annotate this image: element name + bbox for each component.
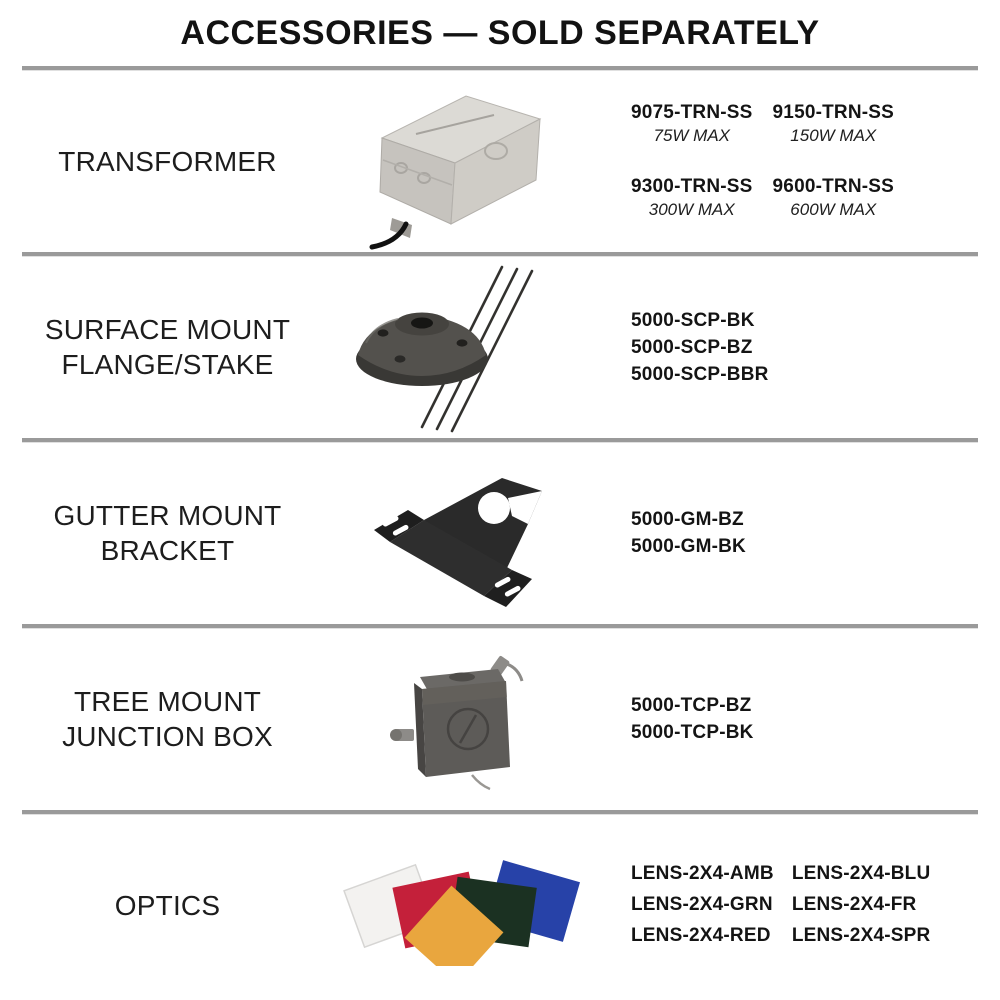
part-sku: LENS-2X4-RED — [631, 925, 771, 946]
junction-box-photo — [376, 639, 544, 799]
part-entry — [773, 176, 895, 220]
part-entry — [631, 925, 774, 947]
part-sku: LENS-2X4-GRN — [631, 894, 773, 915]
accessory-label-line: JUNCTION BOX — [62, 721, 273, 752]
accessory-row-surface-mount-flange-stake — [0, 256, 1000, 438]
accessory-row-gutter-mount-bracket — [0, 442, 1000, 624]
part-entry — [792, 863, 931, 885]
part-sku: 5000-SCP-BZ — [631, 336, 753, 358]
part-entry — [631, 506, 1000, 533]
accessory-label-line: BRACKET — [100, 535, 235, 566]
part-entry — [792, 894, 931, 916]
part-entry — [631, 361, 1000, 388]
gutter-bracket-photo — [335, 458, 585, 608]
gutter-bracket-photo — [360, 458, 560, 608]
accessory-label-line: FLANGE/STAKE — [61, 349, 274, 380]
page-title: ACCESSORIES — SOLD SEPARATELY — [180, 13, 820, 52]
accessory-rows — [0, 70, 1000, 996]
lens-pack-photo — [335, 844, 585, 966]
accessory-label — [0, 312, 335, 382]
part-entry — [792, 925, 931, 947]
flange-stake-photo — [335, 259, 585, 435]
lens-pack-photo — [335, 844, 585, 966]
junction-box-photo — [335, 639, 585, 799]
accessory-label-line: SURFACE MOUNT — [44, 314, 291, 345]
part-sku: LENS-2X4-SPR — [791, 925, 931, 946]
part-sku: 9600-TRN-SS — [772, 176, 895, 197]
part-sku: 5000-TCP-BZ — [631, 695, 752, 716]
part-entry — [631, 692, 1000, 719]
part-wattage-note: 150W MAX — [790, 126, 877, 145]
part-sku: LENS-2X4-AMB — [631, 863, 774, 884]
part-entry — [631, 533, 1000, 560]
part-sku: 5000-SCP-BK — [631, 309, 755, 331]
part-wattage-note: 600W MAX — [790, 200, 877, 219]
accessory-label — [0, 888, 335, 923]
part-entry — [631, 102, 753, 146]
part-entry — [631, 863, 774, 885]
part-sku: 9075-TRN-SS — [631, 102, 753, 123]
part-wattage-note: 75W MAX — [653, 126, 731, 145]
accessory-label — [0, 498, 335, 568]
part-sku: 9300-TRN-SS — [631, 176, 753, 197]
part-entry — [631, 307, 1000, 334]
transformer-photo — [354, 72, 566, 250]
part-sku: LENS-2X4-FR — [791, 894, 917, 915]
part-entry — [631, 894, 774, 916]
accessory-label-line: GUTTER MOUNT — [53, 500, 282, 531]
accessory-label — [0, 144, 335, 179]
part-sku: 5000-GM-BK — [631, 536, 746, 557]
part-entry — [631, 334, 1000, 361]
accessory-label — [0, 684, 335, 754]
accessory-label-line: OPTICS — [114, 889, 221, 921]
accessory-label-line: TRANSFORMER — [58, 145, 277, 177]
part-entry — [773, 102, 895, 146]
part-wattage-note: 300W MAX — [648, 200, 735, 219]
part-entry — [631, 176, 753, 220]
part-numbers — [585, 307, 1000, 388]
part-numbers — [585, 692, 1000, 746]
part-sku: 5000-SCP-BBR — [631, 363, 769, 385]
transformer-photo — [335, 72, 585, 250]
part-numbers — [585, 506, 1000, 560]
part-sku: 5000-GM-BZ — [631, 509, 744, 530]
part-sku: LENS-2X4-BLU — [791, 863, 931, 884]
part-numbers — [585, 863, 1000, 947]
part-sku: 5000-TCP-BK — [631, 722, 754, 743]
accessory-label-line: TREE MOUNT — [73, 686, 262, 717]
part-numbers — [585, 102, 1000, 220]
accessory-row-tree-mount-junction-box — [0, 628, 1000, 810]
part-entry — [631, 719, 1000, 746]
flange-stake-photo — [344, 259, 576, 435]
accessory-row-optics — [0, 814, 1000, 996]
accessory-row-transformer — [0, 70, 1000, 252]
part-sku: 9150-TRN-SS — [772, 102, 895, 123]
